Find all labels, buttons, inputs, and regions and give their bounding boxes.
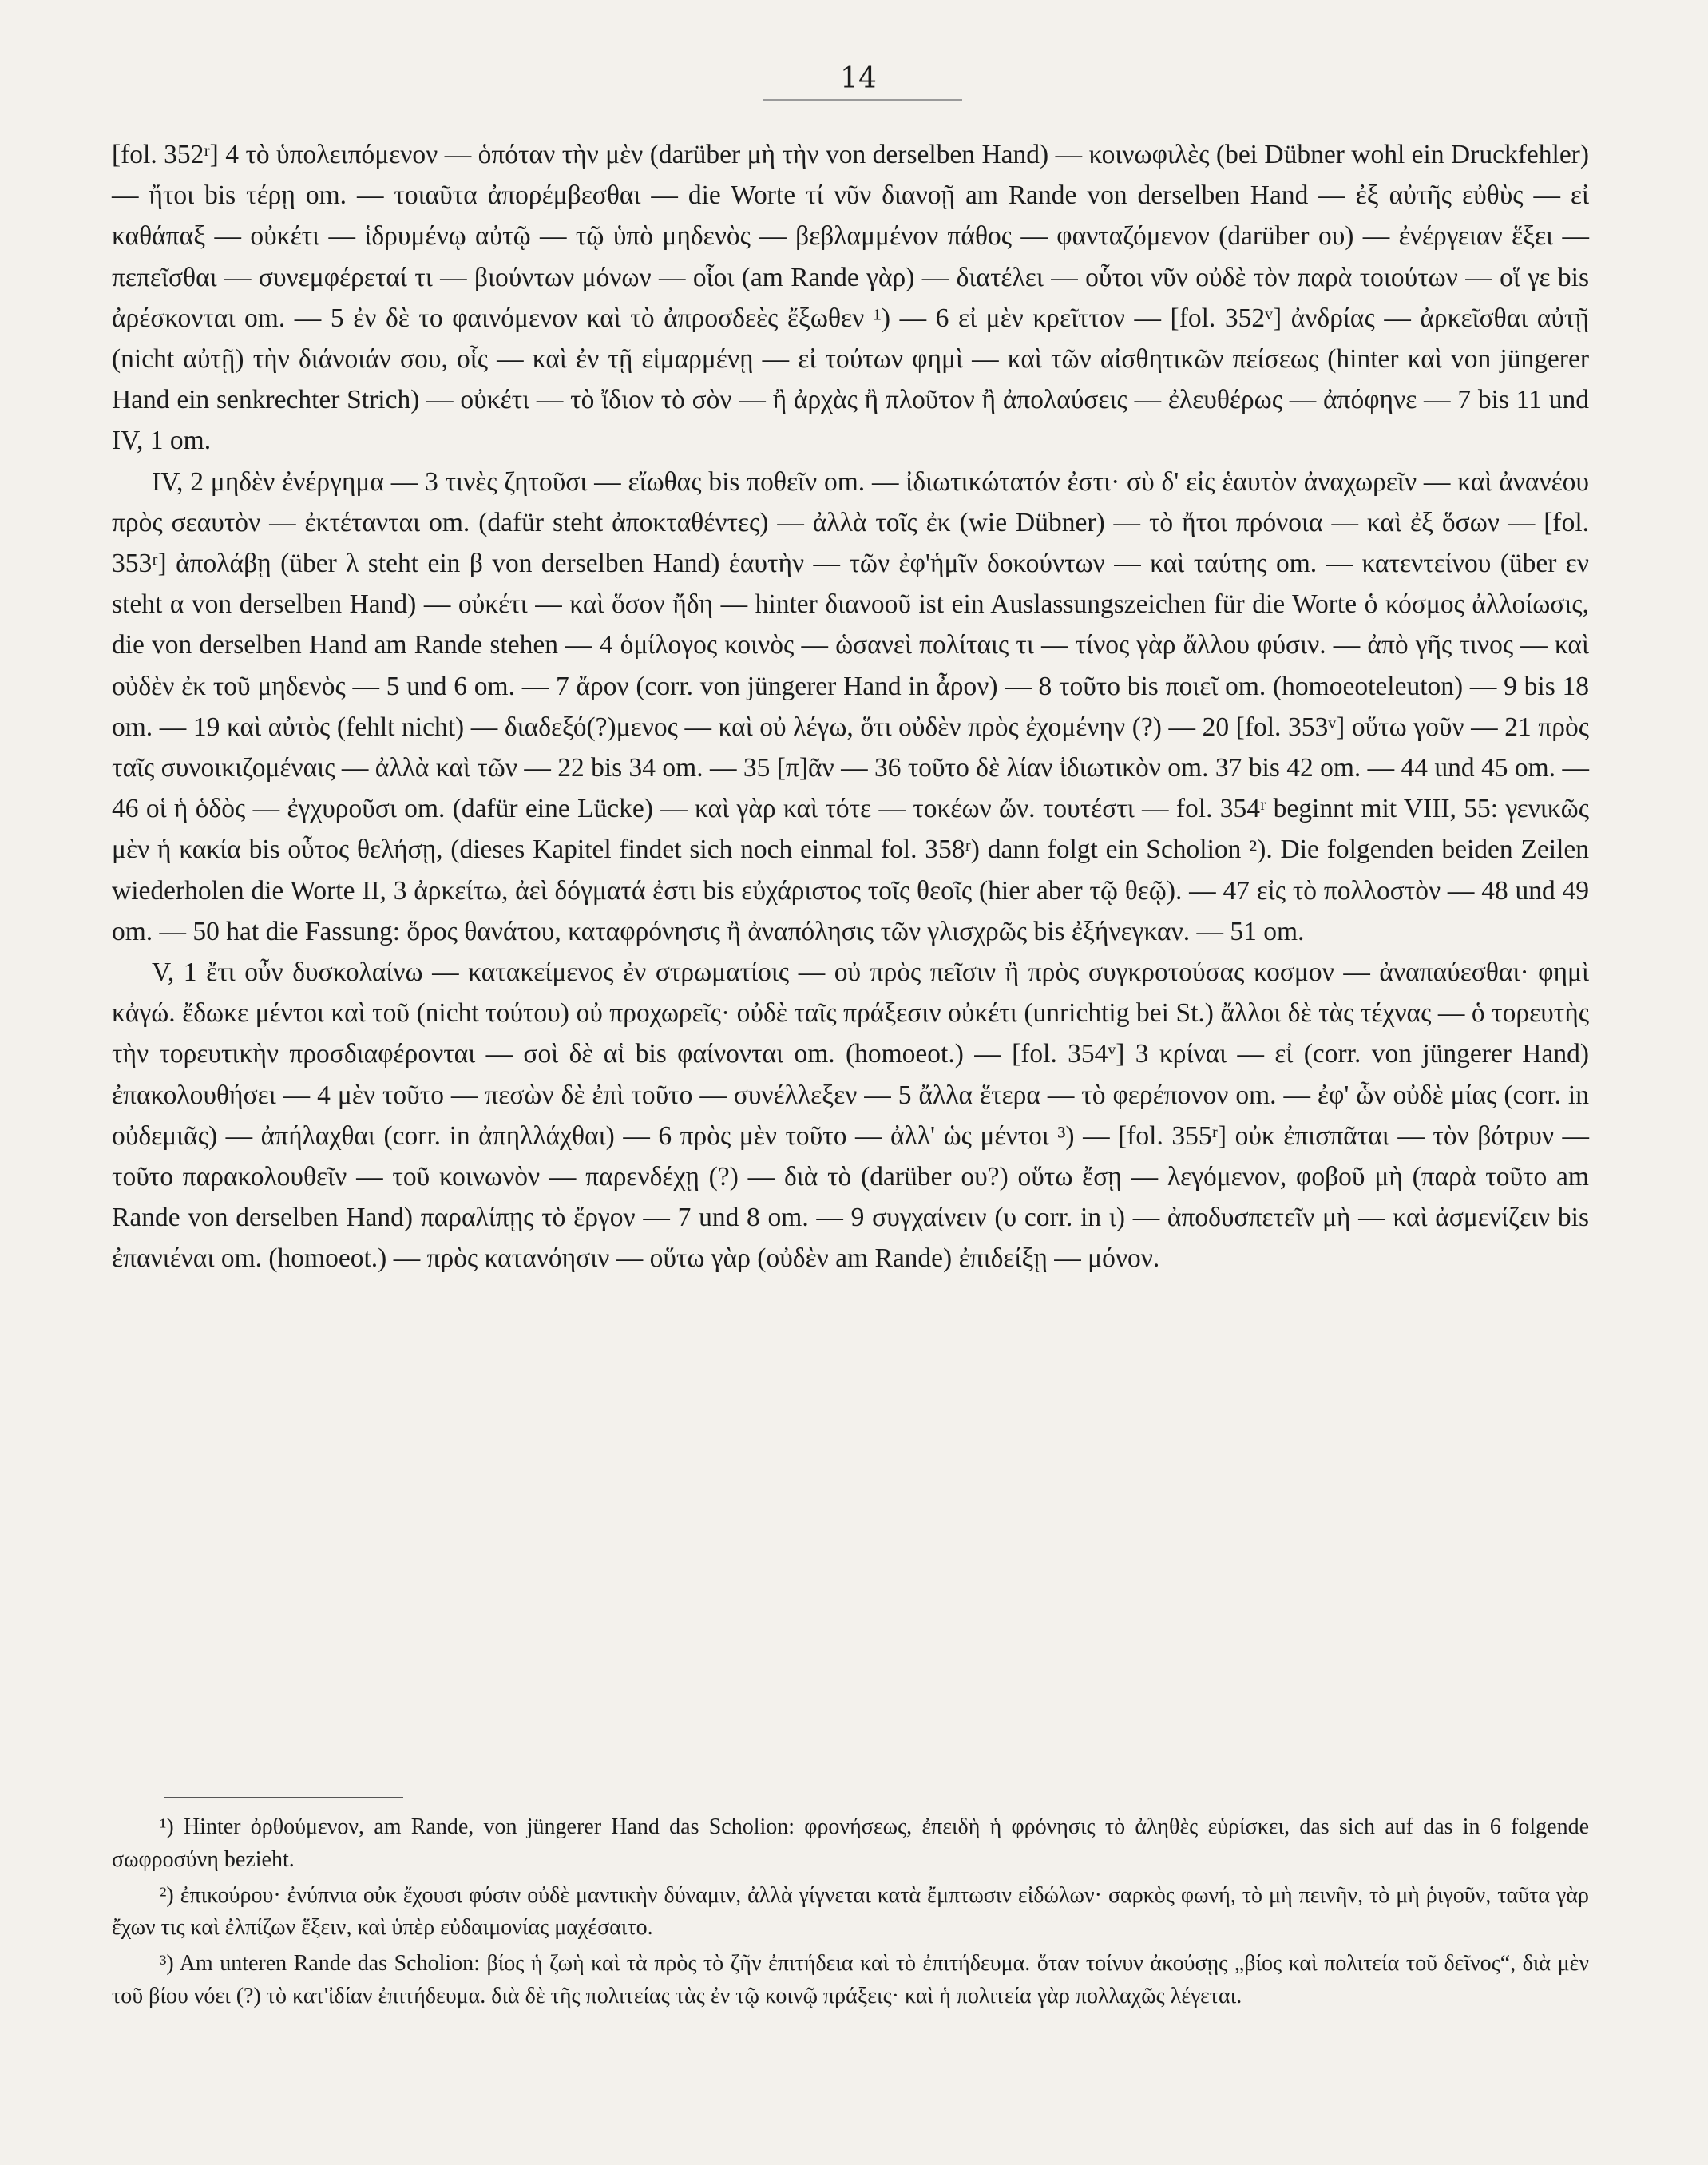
footnote-rule — [164, 1797, 403, 1798]
footnote-1: ¹) Hinter ὀρθούμενον, am Rande, von jüngerer Hand das Scholion: φρονήσεως, ἐπειδὴ ἡ φρόνησις τὸ ἀληθὲς εὑρίσκει, das sich auf das in 6 folgende σωφροσύνη bezieht. — [112, 1814, 1589, 1872]
header-rule — [763, 99, 962, 101]
footnote-2: ²) ἐπικούρου· ἐνύπνια οὐκ ἔχουσι φύσιν οὐδὲ μαντικὴν δύναμιν, ἀλλὰ γίγνεται κατὰ ἔμπτωσιν εἰδώλων· σαρκὸς φωνή, τὸ μὴ πεινῆν, τὸ μὴ ῥιγοῦν, ταῦτα γὰρ ἔχων τις καὶ ἐλπίζων ἕξειν, καὶ ὑπὲρ εὐδαιμονίας μαχέσαιτο. — [112, 1882, 1589, 1941]
paragraph-1: [fol. 352ʳ] 4 τὸ ὑπολειπόμενον — ὁπόταν τὴν μὲν (darüber μὴ τὴν von derselben Hand) — κοινωφιλὲς (bei Dübner wohl ein Druckfehler) — ἤτοι bis τέρῃ om. — τοιαῦτα ἀπορέμβεσθαι — die Worte τί νῦν διανοῇ am Rande von derselben Hand — ἐξ αὐτῆς εὐθὺς — εἰ καθάπαξ — οὐκέτι — ἱδρυμένῳ αὐτῷ — τῷ ὑπὸ μηδενὸς — βεβλαμμένον πάθος — φανταζόμενον (darüber ου) — ἐνέργειαν ἕξει — πεπεῖσθαι — συνεμφέρεταί τι — βιούντων μόνων — οἷοι (am Rande γὰρ) — διατέλει — οὗτοι νῦν οὐδὲ τὸν παρὰ τοιούτων — οἵ γε bis ἀρέσκονται om. — 5 ἐν δὲ το φαινόμενον καὶ τὸ ἀπροσδεὲς ἔξωθεν ¹) — 6 εἰ μὲν κρεῖττον — [fol. 352ᵛ] ἀνδρίας — ἀρκεῖσθαι αὐτῇ (nicht αὐτῇ) τὴν διάνοιάν σου, οἷς — καὶ ἐν τῇ εἱμαρμένῃ — εἰ τούτων φημὶ — καὶ τῶν αἰσθητικῶν πείσεως (hinter καὶ von jüngerer Hand ein senkrechter Strich) — οὐκέτι — τὸ ἴδιον τὸ σὸν — ἢ ἀρχὰς ἢ πλοῦτον ἢ ἀπολαύσεις — ἐλευθέρως — ἀπόφηνε — 7 bis 11 und IV, 1 om. — [112, 140, 1589, 456]
page-number: 14 — [840, 62, 877, 95]
main-text — [112, 134, 1589, 1279]
footnote-3: ³) Am unteren Rande das Scholion: βίος ἡ ζωὴ καὶ τὰ πρὸς τὸ ζῆν ἐπιτήδεια καὶ τὸ ἐπιτήδευμα. ὅταν τοίνυν ἀκούσῃς „βίος καὶ πολιτεία τοῦ δεῖνος“, διὰ μὲν τοῦ βίου νόει (?) τὸ κατ'ἰδίαν ἐπιτήδευμα. διὰ δὲ τῆς πολιτείας τὰς ἐν τῷ κοινῷ πράξεις· καὶ ἡ πολιτεία γὰρ πολλαχῶς λέγεται. — [112, 1951, 1589, 2008]
footnotes — [112, 1811, 1589, 2016]
paragraph-2: IV, 2 μηδὲν ἐνέργημα — 3 τινὲς ζητοῦσι — εἴωθας bis ποθεῖν om. — ἰδιωτικώτατόν ἐστι· σὺ δ' εἰς ἑαυτὸν ἀναχωρεῖν — καὶ ἀνανέου πρὸς σεαυτὸν — ἐκτέτανται om. (dafür steht ἀποκταθέντες) — ἀλλὰ τοῖς ἐκ (wie Dübner) — τὸ ἤτοι πρόνοια — καὶ ἐξ ὅσων — [fol. 353ʳ] ἀπολάβῃ (über λ steht ein β von derselben Hand) ἑαυτὴν — τῶν ἐφ'ἡμῖν δοκούντων — καὶ ταύτης om. — κατεντείνου (über εν steht α von derselben Hand) — οὐκέτι — καὶ ὅσον ἤδη — hinter διανοοῦ ist ein Auslassungszeichen für die Worte ὁ κόσμος ἀλλοίωσις, die von derselben Hand am Rande stehen — 4 ὁμίλογος κοινὸς — ὡσανεὶ πολίταις τι — τίνος γὰρ ἄλλου φύσιν. — ἀπὸ γῆς τινος — καὶ οὐδὲν ἐκ τοῦ μηδενὸς — 5 und 6 om. — 7 ἄρον (corr. von jüngerer Hand in ἆρον) — 8 τοῦτο bis ποιεῖ om. (homoeoteleuton) — 9 bis 18 om. — 19 καὶ αὐτὸς (fehlt nicht) — διαδεξό(?)μενος — καὶ οὐ λέγω, ὅτι οὐδὲν πρὸς ἐχομένην (?) — 20 [fol. 353ᵛ] οὕτω γοῦν — 21 πρὸς ταῖς συνοικιζομέναις — ἀλλὰ καὶ τῶν — 22 bis 34 om. — 35 [π]ᾶν — 36 τοῦτο δὲ λίαν ἰδιωτικὸν om. 37 bis 42 om. — 44 und 45 om. — 46 οἱ ἡ ὁδὸς — ἐγχυροῦσι om. (dafür eine Lücke) — καὶ γὰρ καὶ τότε — τοκέων ὤν. τουτέστι — fol. 354ʳ beginnt mit VIII, 55: γενικῶς μὲν ἡ κακία bis οὗτος θελήσῃ, (dieses Kapitel findet sich noch einmal fol. 358ʳ) dann folgt ein Scholion ²). Die folgenden beiden Zeilen wiederholen die Worte II, 3 ἀρκείτω, ἀεὶ δόγματά ἐστι bis εὐχάριστος τοῖς θεοῖς (hier aber τῷ θεῷ). — 47 εἰς τὸ πολλοστὸν — 48 und 49 om. — 50 hat die Fassung: ὅρος θανάτου, καταφρόνησις ἢ ἀναπόλησις τῶν γλισχρῶς bis ἐξήνεγκαν. — 51 om. — [112, 466, 1589, 946]
paragraph-3: V, 1 ἔτι οὖν δυσκολαίνω — κατακείμενος ἐν στρωματίοις — οὐ πρὸς πεῖσιν ἢ πρὸς συγκροτούσας κοσμον — ἀναπαύεσθαι· φημὶ κἀγώ. ἔδωκε μέντοι καὶ τοῦ (nicht τούτου) οὐ προχωρεῖς· οὐδὲ ταῖς πράξεσιν οὐκέτι (unrichtig bei St.) ἄλλοι δὲ τὰς τέχνας — ὁ τορευτὴς τὴν τορευτικὴν προσδιαφέρονται — σοὶ δὲ αἱ bis φαίνονται om. (homoeot.) — [fol. 354ᵛ] 3 κρίναι — εἰ (corr. von jüngerer Hand) ἐπακολουθήσει — 4 μὲν τοῦτο — πεσὼν δὲ ἐπὶ τοῦτο — συνέλλεξεν — 5 ἄλλα ἕτερα — τὸ φερέπονον om. — ἐφ' ὧν οὐδὲ μίας (corr. in οὐδεμιᾶς) — ἀπήλαχθαι (corr. in ἀπηλλάχθαι) — 6 πρὸς μὲν τοῦτο — ἀλλ' ὡς μέντοι ³) — [fol. 355ʳ] οὐκ ἐπισπᾶται — τὸν βότρυν — τοῦτο παρακολουθεῖν — τοῦ κοινωνὸν — παρενδέχῃ (?) — διὰ τὸ (darüber ου?) οὕτω ἔσῃ — λεγόμενον, φοβοῦ μὴ (παρὰ τοῦτο am Rande von derselben Hand) παραλίπῃς τὸ ἔργον — 7 und 8 om. — 9 συγχαίνειν (υ corr. in ι) — ἀποδυσπετεῖν μὴ — καὶ ἀσμενίζειν bis ἐπανιέναι om. (homoeot.) — πρὸς κατανόησιν — οὕτω γὰρ (οὐδὲν am Rande) ἐπιδείξῃ — μόνον. — [112, 958, 1589, 1274]
